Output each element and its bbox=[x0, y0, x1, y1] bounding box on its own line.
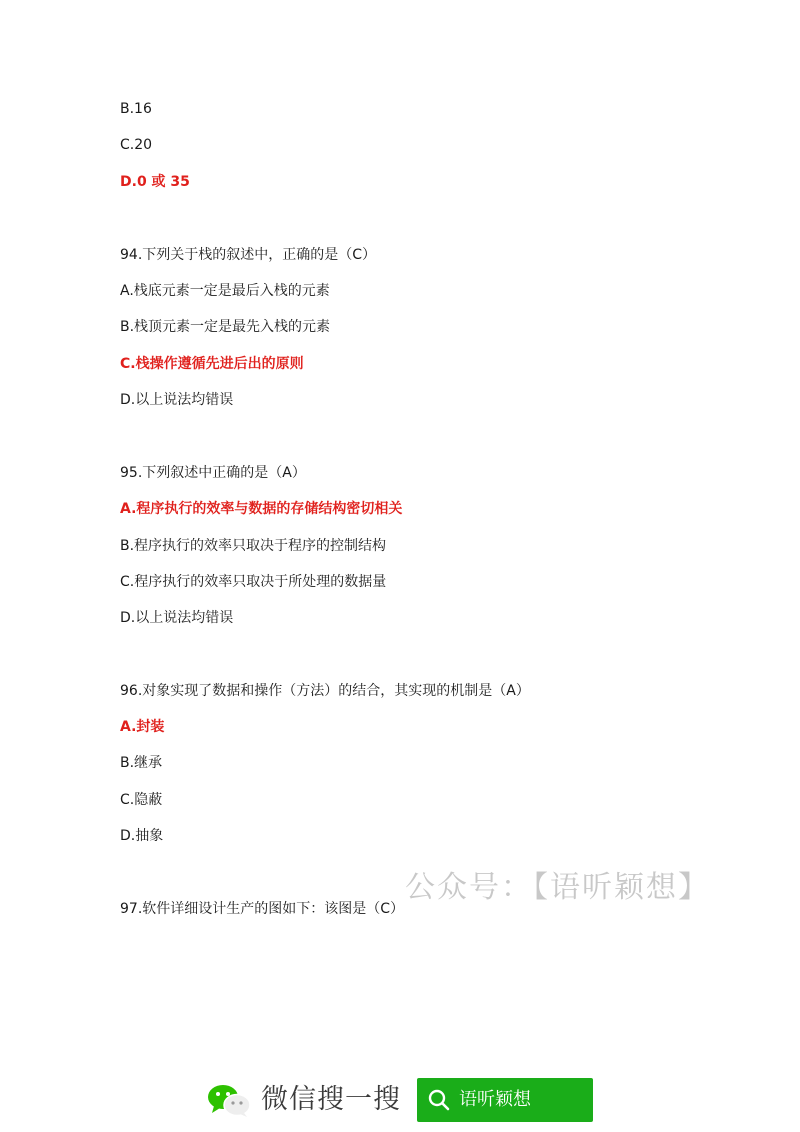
q94-correct-option-c: C.栈操作遵循先进后出的原则 bbox=[120, 356, 304, 372]
q94-option-d: D.以上说法均错误 bbox=[120, 392, 234, 408]
search-account-label: 语听颖想 bbox=[459, 1089, 531, 1110]
watermark-text: 公众号：【语听颖想】 bbox=[405, 870, 710, 905]
wechat-logo-icon bbox=[205, 1082, 253, 1118]
correct-answer-d: D.0 或 35 bbox=[120, 174, 190, 190]
question-96: 96.对象实现了数据和操作（方法）的结合，其实现的机制是（A） bbox=[120, 683, 530, 699]
q96-option-b: B.继承 bbox=[120, 755, 163, 771]
search-icon bbox=[427, 1088, 451, 1112]
q96-option-c: C.隐蔽 bbox=[120, 792, 163, 808]
option-b-16: B.16 bbox=[120, 101, 152, 117]
q94-option-a: A.栈底元素一定是最后入栈的元素 bbox=[120, 283, 330, 299]
q95-option-c: C.程序执行的效率只取决于所处理的数据量 bbox=[120, 574, 387, 590]
question-97: 97.软件详细设计生产的图如下：该图是（C） bbox=[120, 901, 405, 917]
q94-option-b: B.栈顶元素一定是最先入栈的元素 bbox=[120, 319, 331, 335]
search-account-button[interactable] bbox=[417, 1078, 593, 1122]
wechat-search-banner[interactable] bbox=[205, 1078, 595, 1122]
q95-option-d: D.以上说法均错误 bbox=[120, 610, 234, 626]
wechat-search-text: 微信搜一搜 bbox=[261, 1084, 401, 1115]
q96-option-d: D.抽象 bbox=[120, 828, 164, 844]
question-95: 95.下列叙述中正确的是（A） bbox=[120, 465, 306, 481]
q95-option-b: B.程序执行的效率只取决于程序的控制结构 bbox=[120, 538, 387, 554]
q96-correct-option-a: A.封装 bbox=[120, 719, 165, 735]
q95-correct-option-a: A.程序执行的效率与数据的存储结构密切相关 bbox=[120, 501, 403, 517]
option-c-20: C.20 bbox=[120, 137, 153, 153]
question-94: 94.下列关于栈的叙述中，正确的是（C） bbox=[120, 247, 377, 263]
